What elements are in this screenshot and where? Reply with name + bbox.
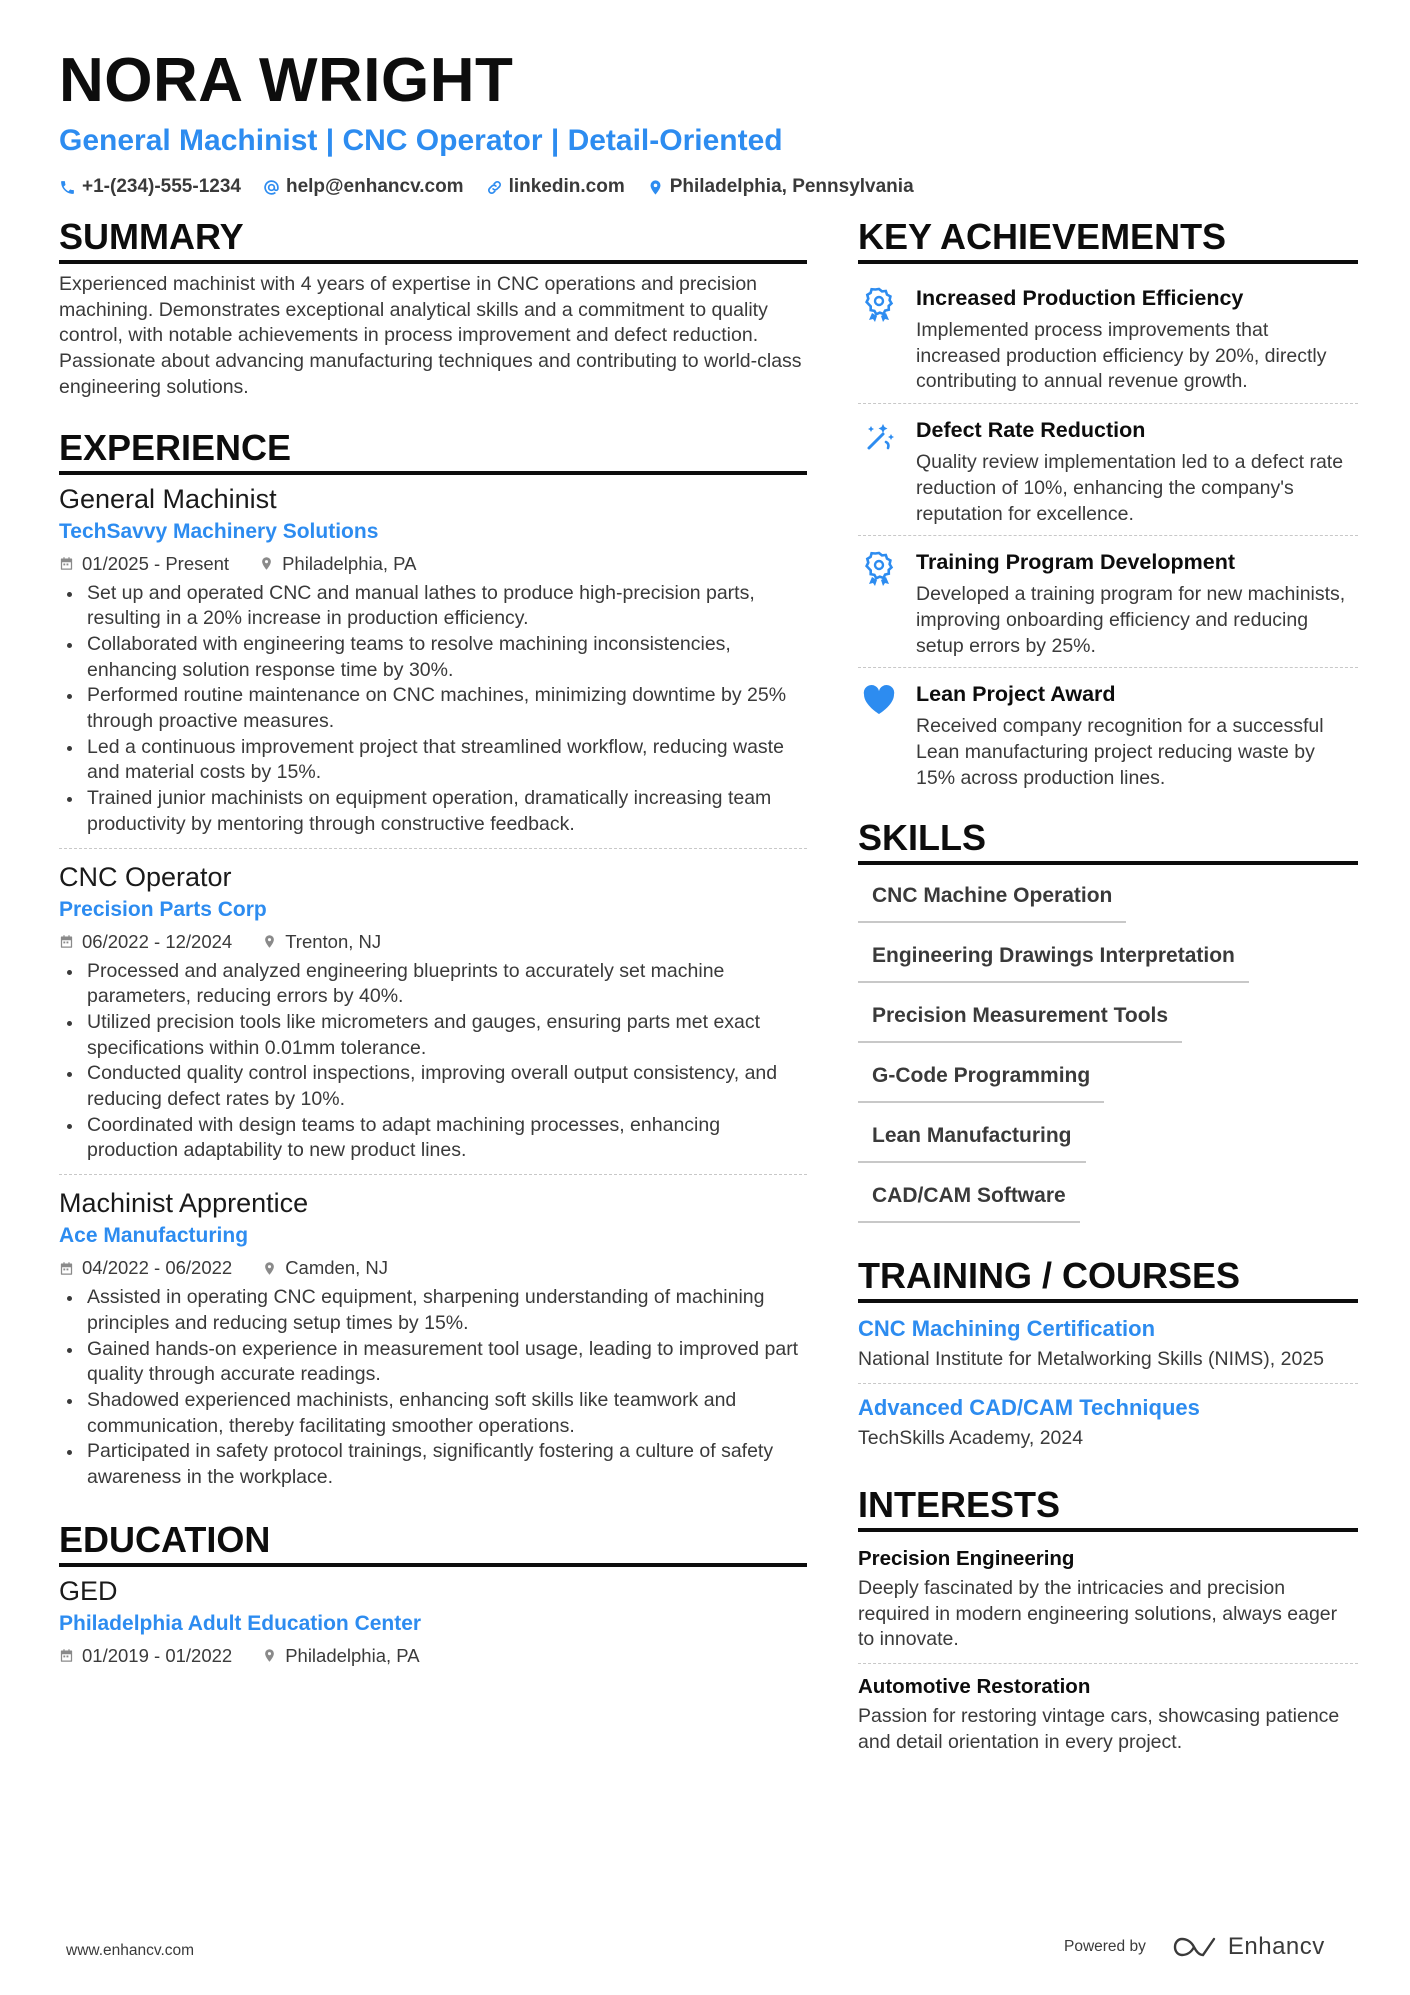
achievement-item: [858, 667, 1358, 799]
location-pin-icon: [259, 556, 274, 571]
calendar-icon: [59, 1648, 74, 1663]
job-location: [262, 931, 381, 953]
left-column: [59, 216, 807, 1667]
interest-item: [858, 1540, 1358, 1663]
candidate-title: General Machinist | CNC Operator | Detail-Oriented: [59, 124, 783, 157]
location-text: Philadelphia, Pennsylvania: [669, 176, 914, 197]
achievement-desc: Developed a training program for new machinists, improving onboarding efficiency and reducing setup errors by 25%.: [916, 583, 1346, 657]
achievement-desc: Implemented process improvements that increased production efficiency by 20%, directly contributing to annual revenue growth.: [916, 319, 1327, 393]
job-bullets: [59, 1285, 807, 1491]
interests-heading: INTERESTS: [858, 1484, 1358, 1532]
job-location: [262, 1257, 388, 1279]
skills-list: [858, 873, 1358, 1233]
phone-icon: [59, 179, 76, 196]
skill-tag: Precision Measurement Tools: [858, 993, 1182, 1043]
job-location: [259, 553, 416, 575]
achievement-title: Increased Production Efficiency: [916, 286, 1244, 310]
education-meta: [59, 1645, 807, 1667]
location-pin-icon: [262, 1261, 277, 1276]
job-entry: [59, 483, 807, 848]
summary-text: Experienced machinist with 4 years of expertise in CNC operations and precision machining. Demonstrates exceptional analytical skills and a commitment to quality control, with notable achievements in process improvement and defect reduction. Passionate about advancing manufacturing techniques and contributing to world-class engineering solutions.: [59, 273, 802, 398]
interest-title: Automotive Restoration: [858, 1674, 1091, 1698]
achievement-desc: Received company recognition for a successful Lean manufacturing project reducing waste by 15% across production lines.: [916, 715, 1324, 789]
calendar-icon: [59, 934, 74, 949]
course-desc: TechSkills Academy, 2024: [858, 1427, 1084, 1450]
footer-website[interactable]: www.enhancv.com: [66, 1942, 195, 1959]
skill-tag: Engineering Drawings Interpretation: [858, 933, 1249, 983]
education-dates-text: 01/2019 - 01/2022: [82, 1644, 233, 1666]
interest-desc: Deeply fascinated by the intricacies and precision required in modern engineering solutions, always eager to innovate.: [858, 1576, 1338, 1651]
enhancv-logo-icon: [1172, 1935, 1218, 1959]
right-column: [858, 216, 1358, 1765]
location-pin-icon: [262, 1648, 277, 1663]
contact-bar: [59, 176, 1359, 198]
linkedin-text: linkedin.com: [508, 176, 625, 197]
job-entry: [59, 1174, 807, 1501]
job-dates: [59, 1257, 232, 1279]
interest-title: Precision Engineering: [858, 1546, 1075, 1570]
course-desc: National Institute for Metalworking Skills (NIMS), 2025: [858, 1348, 1325, 1371]
summary-section: [59, 216, 807, 401]
interests-section: [858, 1484, 1358, 1766]
interest-item: [858, 1663, 1358, 1765]
bullet-item: Conducted quality control inspections, improving overall output consistency, and reducing defect rates by 10%.: [59, 1061, 807, 1112]
magic-wand-icon: [861, 418, 897, 454]
skills-heading: SKILLS: [858, 817, 1358, 865]
experience-section: [59, 427, 807, 1501]
bullet-item: Led a continuous improvement project that streamlined workflow, reducing waste and material costs by 15%.: [59, 735, 807, 786]
skill-tag: CNC Machine Operation: [858, 873, 1126, 923]
job-dates-text: 04/2022 - 06/2022: [82, 1257, 233, 1279]
course-item: [858, 1311, 1358, 1383]
job-dates-text: 06/2022 - 12/2024: [82, 930, 233, 952]
contact-email[interactable]: [263, 176, 464, 198]
education-section: [59, 1519, 807, 1667]
job-dates: [59, 931, 232, 953]
education-location: [262, 1645, 419, 1667]
job-location-text: Camden, NJ: [285, 1257, 389, 1279]
calendar-icon: [59, 1261, 74, 1276]
education-heading: EDUCATION: [59, 1519, 807, 1567]
job-title: General Machinist: [59, 483, 277, 514]
job-meta: [59, 1257, 807, 1279]
bullet-item: Utilized precision tools like micrometers and gauges, ensuring parts met exact specifications within 0.01mm tolerance.: [59, 1010, 807, 1061]
achievement-desc: Quality review implementation led to a defect rate reduction of 10%, enhancing the company's reputation for excellence.: [916, 451, 1344, 525]
location-pin-icon: [647, 179, 664, 196]
achievement-item: [858, 535, 1358, 667]
calendar-icon: [59, 556, 74, 571]
education-location-text: Philadelphia, PA: [285, 1644, 420, 1666]
heart-icon: [861, 682, 897, 718]
course-item: [858, 1383, 1358, 1462]
job-entry: [59, 848, 807, 1175]
achievements-section: [858, 216, 1358, 799]
achievement-title: Training Program Development: [916, 550, 1235, 575]
brand-name: Enhancv: [1227, 1933, 1325, 1960]
footer-branding: [1064, 1933, 1325, 1961]
contact-location: [647, 176, 914, 198]
link-icon: [486, 179, 503, 196]
company-name: Precision Parts Corp: [59, 897, 267, 921]
phone-text: +1-(234)-555-1234: [82, 176, 241, 197]
bullet-item: Set up and operated CNC and manual lathes to produce high-precision parts, resulting in a 20% increase in production efficiency.: [59, 581, 807, 632]
bullet-item: Trained junior machinists on equipment operation, dramatically increasing team productivity by mentoring through constructive feedback.: [59, 786, 807, 837]
education-degree: GED: [59, 1575, 118, 1606]
course-title: CNC Machining Certification: [858, 1316, 1156, 1342]
email-text: help@enhancv.com: [285, 176, 464, 197]
location-pin-icon: [262, 934, 277, 949]
job-title: CNC Operator: [59, 861, 232, 892]
experience-heading: EXPERIENCE: [59, 427, 807, 475]
achievements-heading: KEY ACHIEVEMENTS: [858, 216, 1358, 264]
job-dates: [59, 553, 229, 575]
contact-phone: [59, 176, 241, 198]
brand-logo[interactable]: [1172, 1933, 1325, 1961]
at-sign-icon: [263, 179, 280, 196]
training-heading: TRAINING / COURSES: [858, 1255, 1358, 1303]
bullet-item: Processed and analyzed engineering blueprints to accurately set machine parameters, reducing errors by 40%.: [59, 959, 807, 1010]
school-name: Philadelphia Adult Education Center: [59, 1611, 422, 1635]
bullet-item: Gained hands-on experience in measurement tool usage, leading to improved part quality through accurate readings.: [59, 1337, 807, 1388]
skill-tag: G-Code Programming: [858, 1053, 1104, 1103]
candidate-name: NORA WRIGHT: [59, 46, 514, 115]
bullet-item: Coordinated with design teams to adapt machining processes, enhancing production adaptability to new product lines.: [59, 1113, 807, 1164]
summary-heading: SUMMARY: [59, 216, 807, 264]
achievement-title: Defect Rate Reduction: [916, 418, 1146, 443]
bullet-item: Participated in safety protocol trainings, significantly fostering a culture of safety awareness in the workplace.: [59, 1439, 807, 1490]
contact-linkedin[interactable]: [486, 176, 625, 198]
achievement-title: Lean Project Award: [916, 682, 1116, 707]
job-location-text: Trenton, NJ: [285, 930, 382, 952]
skill-tag: Lean Manufacturing: [858, 1113, 1086, 1163]
job-title: Machinist Apprentice: [59, 1188, 309, 1219]
company-name: TechSavvy Machinery Solutions: [59, 519, 379, 543]
training-section: [858, 1255, 1358, 1461]
interest-desc: Passion for restoring vintage cars, showcasing patience and detail orientation in every project.: [858, 1704, 1340, 1753]
powered-by-label: Powered by: [1064, 1938, 1146, 1955]
bullet-item: Performed routine maintenance on CNC machines, minimizing downtime by 25% through proactive measures.: [59, 683, 807, 734]
job-meta: [59, 931, 807, 953]
award-ribbon-icon: [861, 286, 897, 322]
company-name: Ace Manufacturing: [59, 1224, 249, 1248]
skill-tag: CAD/CAM Software: [858, 1173, 1080, 1223]
job-meta: [59, 553, 807, 575]
header: [59, 44, 1359, 198]
job-bullets: [59, 959, 807, 1165]
job-location-text: Philadelphia, PA: [282, 552, 417, 574]
job-bullets: [59, 581, 807, 838]
award-ribbon-icon: [861, 550, 897, 586]
bullet-item: Collaborated with engineering teams to resolve machining inconsistencies, enhancing solution response time by 30%.: [59, 632, 807, 683]
job-dates-text: 01/2025 - Present: [82, 552, 230, 574]
achievement-item: [858, 403, 1358, 535]
achievement-item: [858, 272, 1358, 403]
education-dates: [59, 1645, 232, 1667]
bullet-item: Shadowed experienced machinists, enhancing soft skills like teamwork and communication, thereby facilitating smoother operations.: [59, 1388, 807, 1439]
skills-section: [858, 817, 1358, 1233]
bullet-item: Assisted in operating CNC equipment, sharpening understanding of machining principles and reducing setup times by 15%.: [59, 1285, 807, 1336]
course-title: Advanced CAD/CAM Techniques: [858, 1395, 1200, 1421]
